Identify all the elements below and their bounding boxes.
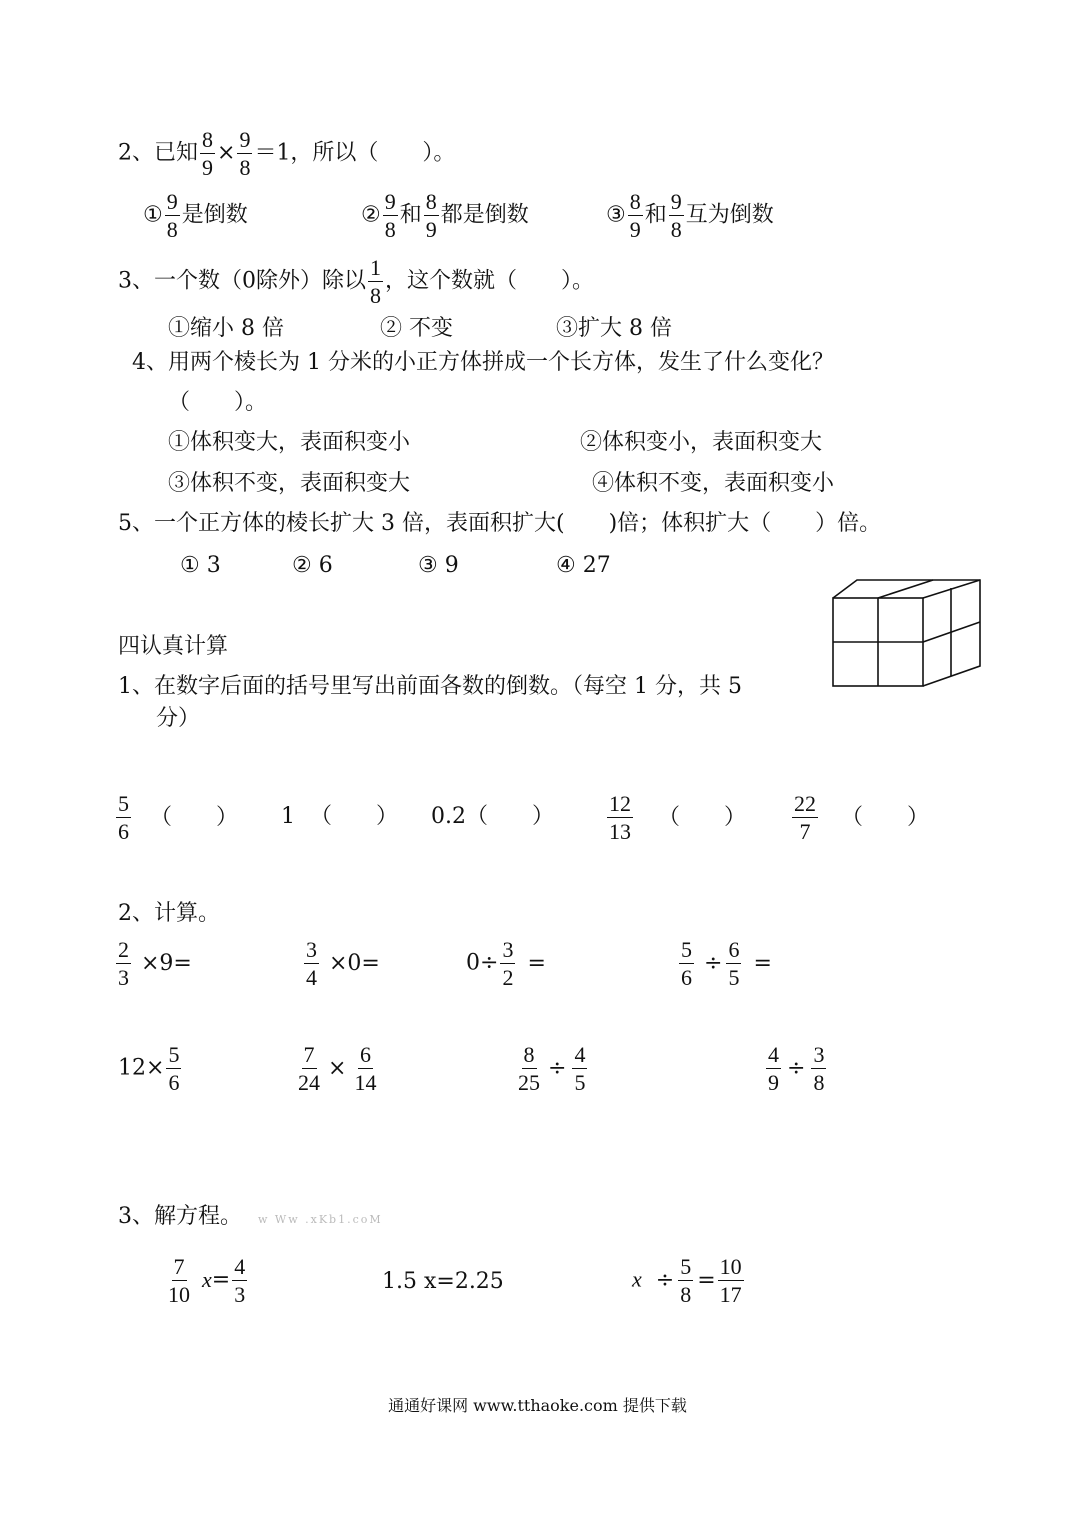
part1-instruction: 1、在数字后面的括号里写出前面各数的倒数。（每空 1 分，共 5: [118, 674, 742, 699]
fraction: $\frac{4}{9}$: [768, 1042, 779, 1096]
q2-prefix: 2、已知: [118, 140, 198, 166]
reciprocal-item-2: 1 （ ）: [281, 804, 399, 829]
q3-option-3: ③扩大 8 倍: [556, 316, 672, 341]
fraction: $\frac{7}{24}$: [298, 1042, 320, 1096]
q4-option-1: ①体积变大，表面积变小: [168, 430, 411, 455]
fraction: $\frac{8}{9}$: [629, 189, 641, 243]
cuboid-figure: [828, 576, 984, 690]
equation-2: 1.5 x=2.25: [382, 1269, 504, 1294]
fraction: $\frac{4}{3}$: [234, 1254, 246, 1308]
q2-stem: [118, 128, 455, 179]
fraction: $\frac{1}{8}$: [370, 255, 381, 309]
part3-title: 3、解方程。: [118, 1204, 242, 1229]
equation-1: $\frac{7}{10}$ x= $\frac{4}{3}$: [168, 1254, 246, 1308]
q5-stem: 5、一个正方体的棱长扩大 3 倍，表面积扩大( )倍；体积扩大（ ）倍。: [118, 511, 882, 536]
equation-3: x ÷ $\frac{5}{8}$ = $\frac{10}{17}$: [632, 1254, 742, 1308]
fraction: $\frac{5}{6}$: [118, 791, 129, 845]
q4-answer-blank: （ ）。: [168, 390, 268, 415]
answer-blank: （ ）: [658, 804, 747, 830]
fraction: $\frac{5}{6}$: [681, 937, 692, 991]
calc-2: $\frac{3}{4}$ ×0=: [306, 937, 380, 991]
q2-option-3: ③ $\frac{8}{9}$ 和 $\frac{9}{8}$ 互为倒数: [606, 189, 774, 243]
q4-option-3: ③体积不变，表面积变大: [168, 471, 411, 496]
q4-option-2: ②体积变小，表面积变大: [580, 430, 823, 455]
fraction: $\frac{5}{6}$: [168, 1042, 180, 1096]
calc-4: $\frac{5}{6}$ ÷ $\frac{6}{5}$ =: [681, 937, 772, 991]
calc-6: $\frac{7}{24}$ × $\frac{6}{14}$: [298, 1042, 377, 1096]
calc-7: $\frac{8}{25}$ ÷ $\frac{4}{5}$: [518, 1042, 586, 1096]
fraction: $\frac{5}{8}$: [680, 1254, 692, 1308]
fraction: $\frac{2}{3}$: [118, 937, 129, 991]
footer-credit: 通通好课网 www.tthaoke.com 提供下载: [388, 1396, 687, 1415]
times-sign: ×: [217, 140, 236, 166]
reciprocal-item-1: [114, 792, 238, 843]
q3-option-2: ② 不变: [380, 316, 453, 341]
fraction: $\frac{9}{8}$: [239, 127, 251, 181]
fraction: $\frac{3}{2}$: [502, 937, 514, 991]
fraction: $\frac{8}{9}$: [202, 127, 213, 181]
q5-option-1: ① 3: [180, 553, 221, 578]
fraction: $\frac{9}{8}$: [166, 189, 178, 243]
fraction: $\frac{9}{8}$: [384, 189, 396, 243]
calc-8: $\frac{4}{9}$ ÷ $\frac{3}{8}$: [768, 1042, 825, 1096]
q2-option-2: ② $\frac{9}{8}$ 和 $\frac{8}{9}$ 都是倒数: [361, 189, 529, 243]
q4-stem: 4、用两个棱长为 1 分米的小正方体拼成一个长方体，发生了什么变化？: [132, 350, 834, 375]
calc-1: $\frac{2}{3}$ ×9=: [118, 937, 192, 991]
fraction: $\frac{3}{8}$: [813, 1042, 825, 1096]
fraction: $\frac{6}{14}$: [354, 1042, 377, 1096]
q4-option-4: ④体积不变，表面积变小: [592, 471, 835, 496]
fraction: $\frac{22}{7}$: [794, 791, 816, 845]
reciprocal-item-4: [605, 792, 746, 843]
watermark: w Ww .xKb1.coM: [258, 1213, 383, 1226]
reciprocal-item-5: [790, 792, 929, 843]
q5-option-4: ④ 27: [556, 553, 611, 578]
fraction: $\frac{3}{4}$: [306, 937, 317, 991]
fraction: $\frac{8}{9}$: [425, 189, 437, 243]
fraction: $\frac{9}{8}$: [670, 189, 682, 243]
q5-option-3: ③ 9: [418, 553, 459, 578]
q3-option-1: ①缩小 8 倍: [168, 316, 284, 341]
part1-instruction-cont: 分）: [156, 706, 201, 731]
fraction: $\frac{7}{10}$: [168, 1254, 190, 1308]
reciprocal-item-3: 0.2（ ）: [431, 804, 555, 829]
answer-blank: （ ）: [466, 804, 555, 829]
q2-option-1: ① $\frac{9}{8}$ 是倒数: [143, 189, 248, 243]
part2-title: 2、计算。: [118, 901, 220, 926]
q5-option-2: ② 6: [292, 553, 333, 578]
fraction: $\frac{8}{25}$: [518, 1042, 540, 1096]
fraction: $\frac{6}{5}$: [728, 937, 740, 991]
fraction: $\frac{12}{13}$: [609, 791, 631, 845]
calc-3: 0÷ $\frac{3}{2}$ =: [466, 937, 546, 991]
calc-5: 12× $\frac{5}{6}$: [118, 1042, 180, 1096]
section-title: 四认真计算: [118, 634, 229, 659]
answer-blank: （ ）: [841, 804, 930, 830]
q2-suffix: ＝1，所以（ ）。: [254, 140, 456, 166]
answer-blank: （ ）: [310, 804, 399, 829]
q3-stem: 3、一个数（0除外）除以 $\frac{1}{8}$ ，这个数就（ ）。: [118, 255, 595, 309]
answer-blank: （ ）: [150, 804, 239, 830]
fraction: $\frac{10}{17}$: [719, 1254, 742, 1308]
fraction: $\frac{4}{5}$: [574, 1042, 586, 1096]
